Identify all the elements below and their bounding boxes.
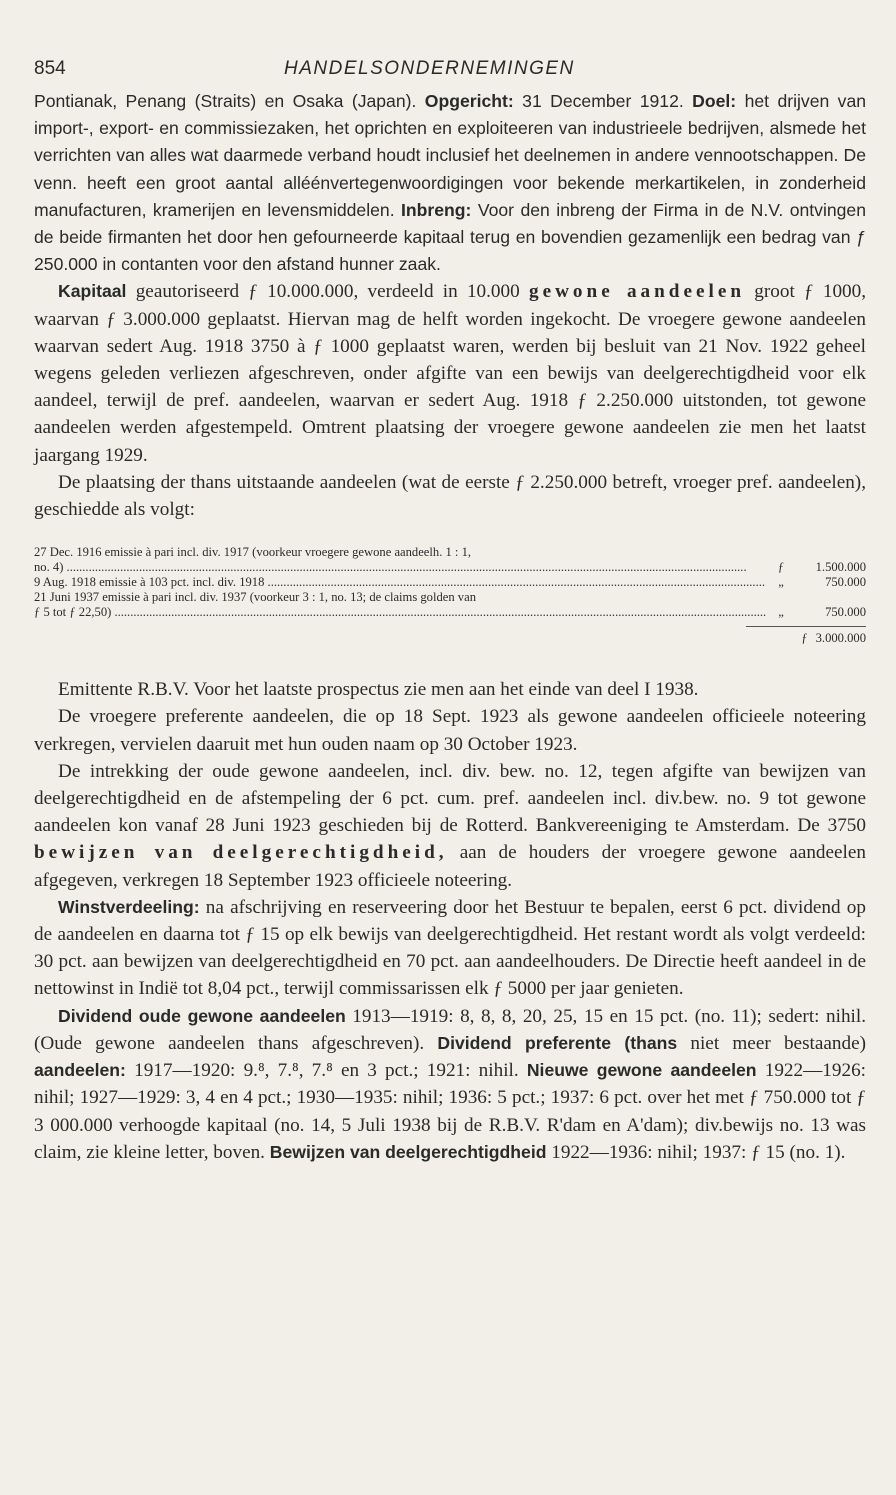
label-doel: Doel: xyxy=(692,91,737,111)
paragraph-plaatsing: De plaatsing der thans uitstaande aandeelen (wat de eerste ƒ 2.250.000 betreft, vroeger pref. aandeelen), geschiedde als volgt: xyxy=(34,471,866,521)
label-dividend-oude: Dividend oude gewone aandeelen xyxy=(58,1005,346,1026)
page-number: 854 xyxy=(34,58,66,79)
paragraph-emittente: Emittente R.B.V. Voor het laatste prospectus zie men aan het einde van deel I 1938. xyxy=(58,679,699,701)
emission-table xyxy=(34,545,866,646)
label-winstverdeeling: Winstverdeeling: xyxy=(58,896,200,917)
label-opgericht: Opgericht: xyxy=(424,91,514,111)
label-kapitaal: Kapitaal xyxy=(58,281,127,302)
label-nieuwe-gewone: Nieuwe gewone aandeelen xyxy=(526,1060,757,1081)
emission-row-1: no. 4) ..... ƒ 1.500.000 xyxy=(34,560,866,575)
label-inbreng: Inbreng: xyxy=(401,199,472,220)
emission-row-2: 9 Aug. 1918 emissie à 103 pct. incl. div. 1918 ..... „ 750.000 xyxy=(34,575,866,590)
emission-row-3-prefix: 21 Juni 1937 emissie à pari incl. div. 1937 (voorkeur 3 : 1, no. 13; de claims golden van xyxy=(34,590,476,605)
paragraph-dividend: Dividend oude gewone aandeelen 1913—1919: 8, 8, 8, 20, 25, 15 en 15 pct. (no. 11); sedert: nihil. (Oude gewone aandeelen thans afgeschreven). Dividend preferente (thans niet meer bestaande) aandeelen: 1917—1920: 9.⁸, 7.⁸, 7.⁸ en 3 pct.; 1921: nihil. Nieuwe gewone aandeelen 1922—1926: nihil; 1927—1929: 3, 4 en 4 pct.; 1930—1935: nihil; 1936: 5 pct.; 1937: 6 pct. over het met ƒ 750.000 tot ƒ 3 000.000 verhoogde kapitaal (no. 14, 5 Juli 1938 bij de R.B.V. R'dam en A'dam); div.bewijs no. 13 was claim, zie kleine letter, boven. Bewijzen van deelgerechtigdheid 1922—1936: nihil; 1937: ƒ 15 (no. 1). xyxy=(34,1005,867,1163)
paragraph-kapitaal: Kapitaal geautoriseerd ƒ 10.000.000, verdeeld in 10.000 gewone aandeelen groot ƒ 1000, waarvan ƒ 3.000.000 geplaatst. Hiervan mag de helft worden ingekocht. De vroegere gewone aandeelen waarvan sedert Aug. 1918 3750 à ƒ 1000 geplaatst waren, werden bij besluit van 21 Nov. 1922 geheel wegens geleden verliezen afgeschreven, onder afgifte van een bewijs van deelgerechtigdheid voor elk aandeel, terwijl de pref. aandeelen, waarvan er sedert Aug. 1918 ƒ 2.250.000 uitstonden, tot gewone aandeelen werden afgestempeld. Omtrent plaatsing der vroegere gewone aandeelen zie men het laatst jaargang 1929. xyxy=(34,281,867,466)
doel-text: het drijven van import-, export- en commissiezaken, het oprichten en exploiteeren van industrieele bedrijven, alsmede het verrichten van alles wat daarmede verband houdt inclusief het deelnemen in andere vennootschappen. De venn. heeft een groot aantal alléénvertegenwoordigingen voor bekende merkartikelen, in zonderheid manufacturen, kramerijen en levensmiddelen. xyxy=(34,91,867,220)
section-kapitaal xyxy=(34,278,866,523)
section-notes xyxy=(34,676,866,1166)
paragraph-pref: De vroegere preferente aandeelen, die op 18 Sept. 1923 als gewone aandeelen officieele noteering verkregen, vervielen daaruit met hun ouden naam op 30 October 1923. xyxy=(34,706,866,755)
spaced-gewone-aandeelen: gewone aandeelen xyxy=(528,281,746,303)
label-bewijzen: Bewijzen van deelgerechtigdheid xyxy=(269,1141,547,1162)
emission-row-3: ƒ 5 tot ƒ 22,50) ..... „ 750.000 xyxy=(34,605,866,620)
emission-row-1-prefix: 27 Dec. 1916 emissie à pari incl. div. 1917 (voorkeur vroegere gewone aandeelh. 1 : 1, xyxy=(34,545,472,560)
paragraph-winstverdeeling: Winstverdeeling: na afschrijving en reserveering door het Bestuur te bepalen, eerst 6 pct. dividend op de aandeelen en daarna tot ƒ 15 op elk bewijs van deelgerechtigdheid. Het restant wordt als volgt verdeeld: 30 pct. aan bewijzen van deelgerechtigdheid en 70 pct. aan aandeelhouders. De Directie heeft aandeel in de nettowinst in Indië tot 8,04 pct., terwijl commissarissen elk ƒ 5000 per jaar genieten. xyxy=(34,896,866,1000)
inbreng-text: Voor den inbreng der Firma in de N.V. ontvingen de beide firmanten het door hen gefourneerde kapitaal terug en bovendien gezamenlijk een bedrag van ƒ 250.000 in contanten voor den afstand hunner zaak. xyxy=(34,199,867,275)
running-title: HANDELSONDERNEMINGEN xyxy=(284,58,575,79)
section-company-info xyxy=(34,88,866,278)
label-dividend-pref: Dividend preferente (thans xyxy=(437,1032,678,1053)
spaced-bewijzen: bewijzen van deelgerechtigdheid, xyxy=(34,842,448,864)
paragraph-intrekking: De intrekking der oude gewone aandeelen, incl. div. bew. no. 12, tegen afgifte van bewijzen van deelgerechtigdheid en de afstempeling der 6 pct. cum. pref. aandeelen incl. div.bew. no. 9 tot gewone aandeelen kon vanaf 28 Juni 1923 geschieden bij de Rotterd. Bankvereeniging te Amsterdam. De 3750 bewijzen van deelgerechtigdheid, aan de houders der vroegere gewone aandeelen afgegeven, verkregen 18 September 1923 officieele noteering. xyxy=(34,760,866,891)
page-header xyxy=(34,58,866,88)
emission-total: ƒ 3.000.000 xyxy=(746,626,866,646)
paragraph-location: Pontianak, Penang (Straits) en Osaka (Japan). Opgericht: 31 December 1912. Doel: het drijven van import-, export- en commissiezaken, het oprichten en exploiteeren van industrieele bedrijven, alsmede het verrichten van alles wat daarmede verband houdt inclusief het deelnemen in andere vennootschappen. De venn. heeft een groot aantal alléénvertegenwoordigingen voor bekende merkartikelen, in zonderheid manufacturen, kramerijen en levensmiddelen. Inbreng: Voor den inbreng der Firma in de N.V. ontvingen de beide firmanten het door hen gefourneerde kapitaal terug en bovendien gezamenlijk een bedrag van ƒ 250.000 in contanten voor den afstand hunner zaak. xyxy=(34,91,867,275)
